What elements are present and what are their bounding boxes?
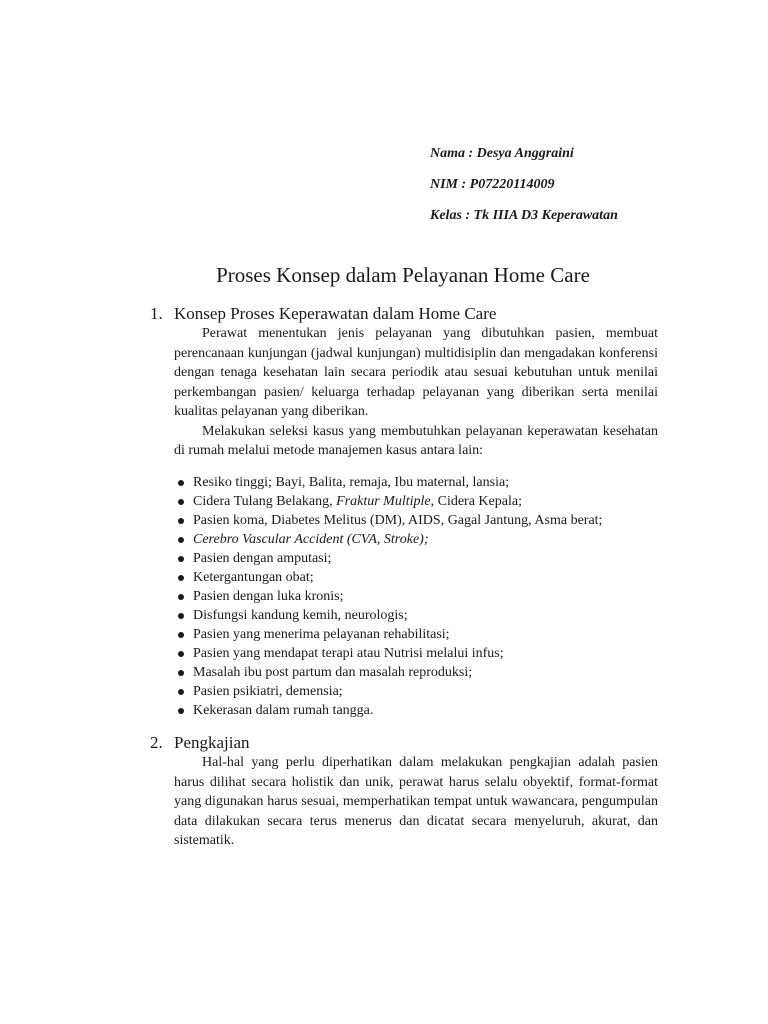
list-item-text: Masalah ibu post partum dan masalah reproduksi; (193, 664, 473, 680)
section-2-number: 2. (150, 733, 163, 752)
case-list (174, 473, 658, 720)
section-1-paragraph-1: Perawat menentukan jenis pelayanan yang dibutuhkan pasien, membuat perencanaan kunjungan (jadwal kunjungan) multidisiplin dan mengadakan konferensi dengan tenaga kesehatan lain secara periodik atau sesuai kebutuhan untuk menilai perkembangan pasien/ keluarga terhadap pelayanan yang diberikan serta menilai kualitas pelayanan yang diberikan. (174, 326, 658, 419)
list-item-text: Pasien koma, Diabetes Melitus (DM), AIDS, Gagal Jantung, Asma berat; (193, 512, 603, 528)
student-info (430, 138, 618, 231)
student-name: Nama : Desya Anggraini (430, 146, 574, 161)
list-item (174, 511, 658, 530)
section-2-paragraph-1: Hal-hal yang perlu diperhatikan dalam melakukan pengkajian adalah pasien harus dilihat secara holistik dan unik, perawat harus selalu obyektif, format-format yang digunakan harus sesuai, memperhatikan tempat untuk wawancara, pengumpulan data dilakukan secara terus menerus dan dicatat secara menyeluruh, akurat, dan sistematik. (174, 755, 658, 848)
list-item (174, 644, 658, 663)
list-item-text: Pasien psikiatri, demensia; (193, 683, 343, 699)
list-item-text: Pasien dengan amputasi; (193, 550, 332, 566)
list-item (174, 663, 658, 682)
list-item (174, 625, 658, 644)
list-item-text: Pasien yang menerima pelayanan rehabilitasi; (193, 626, 450, 642)
list-item-text: Cidera Tulang Belakang, (193, 493, 337, 509)
list-item-text: Disfungsi kandung kemih, neurologis; (193, 607, 408, 623)
student-class: Kelas : Tk IIIA D3 Keperawatan (430, 208, 618, 223)
section-2 (150, 733, 658, 851)
list-item (174, 492, 658, 511)
document-title: Proses Konsep dalam Pelayanan Home Care (216, 263, 590, 287)
list-item (174, 568, 658, 587)
list-item-text: Ketergantungan obat; (193, 569, 314, 585)
section-2-heading (150, 733, 658, 753)
list-item (174, 606, 658, 625)
section-1-paragraph-2: Melakukan seleksi kasus yang membutuhkan pelayanan keperawatan kesehatan di rumah melalui metode manajemen kasus antara lain: (174, 423, 658, 458)
list-item (174, 473, 658, 492)
list-item-italic-text: Fraktur Multiple (336, 493, 431, 509)
section-2-title: Pengkajian (174, 733, 250, 752)
list-item-text: Pasien yang mendapat terapi atau Nutrisi melalui infus; (193, 645, 504, 661)
list-item (174, 701, 658, 720)
section-1 (150, 304, 658, 720)
student-nim: NIM : P07220114009 (430, 177, 555, 192)
list-item-text-after: , Cidera Kepala; (430, 493, 522, 509)
list-item (174, 530, 658, 549)
section-1-title: Konsep Proses Keperawatan dalam Home Care (174, 304, 497, 323)
section-1-number: 1. (150, 304, 163, 323)
list-item-italic-text: Cerebro Vascular Accident (CVA, Stroke); (193, 531, 429, 547)
list-item-text: Resiko tinggi; Bayi, Balita, remaja, Ibu maternal, lansia; (193, 474, 510, 490)
list-item-text: Kekerasan dalam rumah tangga. (193, 702, 374, 718)
list-item-text: Pasien dengan luka kronis; (193, 588, 344, 604)
list-item (174, 549, 658, 568)
section-1-heading (150, 304, 658, 324)
list-item (174, 682, 658, 701)
list-item (174, 587, 658, 606)
